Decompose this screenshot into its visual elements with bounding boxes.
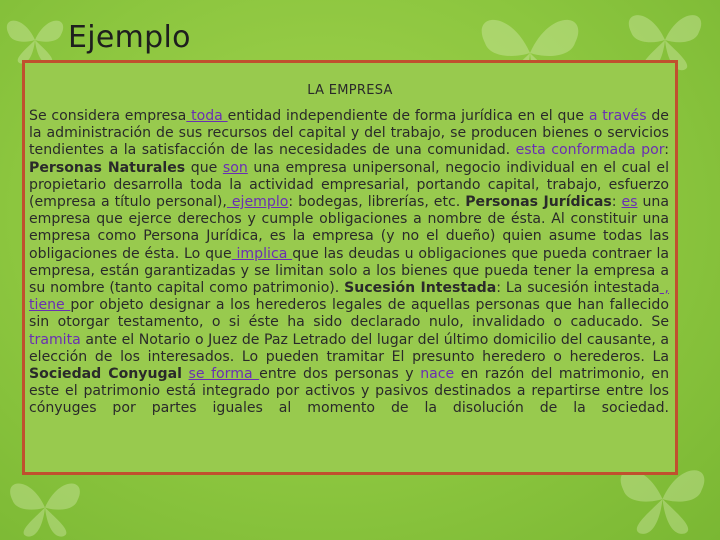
paragraph-segment: Se considera empresa xyxy=(29,108,187,124)
paragraph-segment: , tiene xyxy=(29,280,670,314)
paragraph-segment: Personas Naturales xyxy=(29,159,186,176)
paragraph-segment: de la administración de sus recursos del capital y del trabajo, se producen bienes o servicios tendientes a la satisfacción de las necesidades de una comunidad. xyxy=(29,108,669,159)
butterfly-decoration-bottom-left xyxy=(0,475,90,540)
paragraph-segment: entre dos personas y xyxy=(259,366,421,383)
paragraph-segment: son xyxy=(222,159,248,176)
paragraph-segment: se forma xyxy=(188,366,260,383)
paragraph-segment: ejemplo xyxy=(226,194,289,211)
paragraph-segment: una empresa que ejerce derechos y cumple obligaciones a nombre de ésta. Al constituir una empresa como Persona Jurídica, es la empresa (y no el dueño) quien asume todas las obligaciones de ésta. Lo que xyxy=(29,194,669,262)
section-heading: LA EMPRESA xyxy=(307,83,393,98)
paragraph-segment: a través xyxy=(588,108,647,124)
paragraph-segment: ante el Notario o Juez de Paz Letrado del lugar del último domicilio del causante, a elección de los interesados. Lo pueden tramitar El presunto heredero o herederos. La xyxy=(29,331,669,365)
paragraph-segment: es xyxy=(621,194,638,211)
paragraph-segment: tramita xyxy=(29,331,81,348)
paragraph-segment: nace xyxy=(420,366,455,383)
body-paragraph xyxy=(29,108,669,418)
paragraph-segment: : xyxy=(664,142,669,159)
paragraph-segment: esta conformada por xyxy=(515,142,665,159)
paragraph-segment: : La sucesión intestada xyxy=(496,280,660,297)
slide-title: Ejemplo xyxy=(68,20,191,55)
paragraph-segment: : bodegas, librerías, etc. xyxy=(288,194,466,211)
content-box xyxy=(22,60,678,475)
paragraph-segment: una empresa unipersonal, negocio individual en el cual el propietario desarrolla toda la actividad empresarial, portando capital, trabajo, esfuerzo (empresa a título personal), xyxy=(29,159,669,211)
paragraph-segment: toda xyxy=(186,108,228,124)
paragraph-segment: en razón del matrimonio, en este el patrimonio está integrado por activos y pasivos destinados a repartirse entre los cónyuges por partes iguales al momento de la disolución de la sociedad. xyxy=(29,366,669,417)
paragraph-segment: : xyxy=(611,194,622,211)
paragraph-segment: implica xyxy=(231,245,293,262)
paragraph-segment: que las deudas u obligaciones que pueda contraer la empresa, están garantizadas y se limitan solo a los bienes que pueda tener la empresa a su nombre (tanto capital como patrimonio). xyxy=(29,245,670,297)
paragraph-segment: entidad independiente de forma jurídica en el que xyxy=(227,108,589,124)
paragraph-segment: por objeto designar a los herederos legales de aquellas personas que han fallecido sin otorgar testamento, o si éste ha sido declarado nulo, invalidado o caducado. Se xyxy=(29,297,669,331)
paragraph-segment: Sucesión Intestada xyxy=(344,280,497,297)
paragraph-segment: Personas Jurídicas xyxy=(465,194,612,211)
paragraph-segment: Sociedad Conyugal xyxy=(29,366,182,383)
paragraph-segment: que xyxy=(185,159,223,176)
